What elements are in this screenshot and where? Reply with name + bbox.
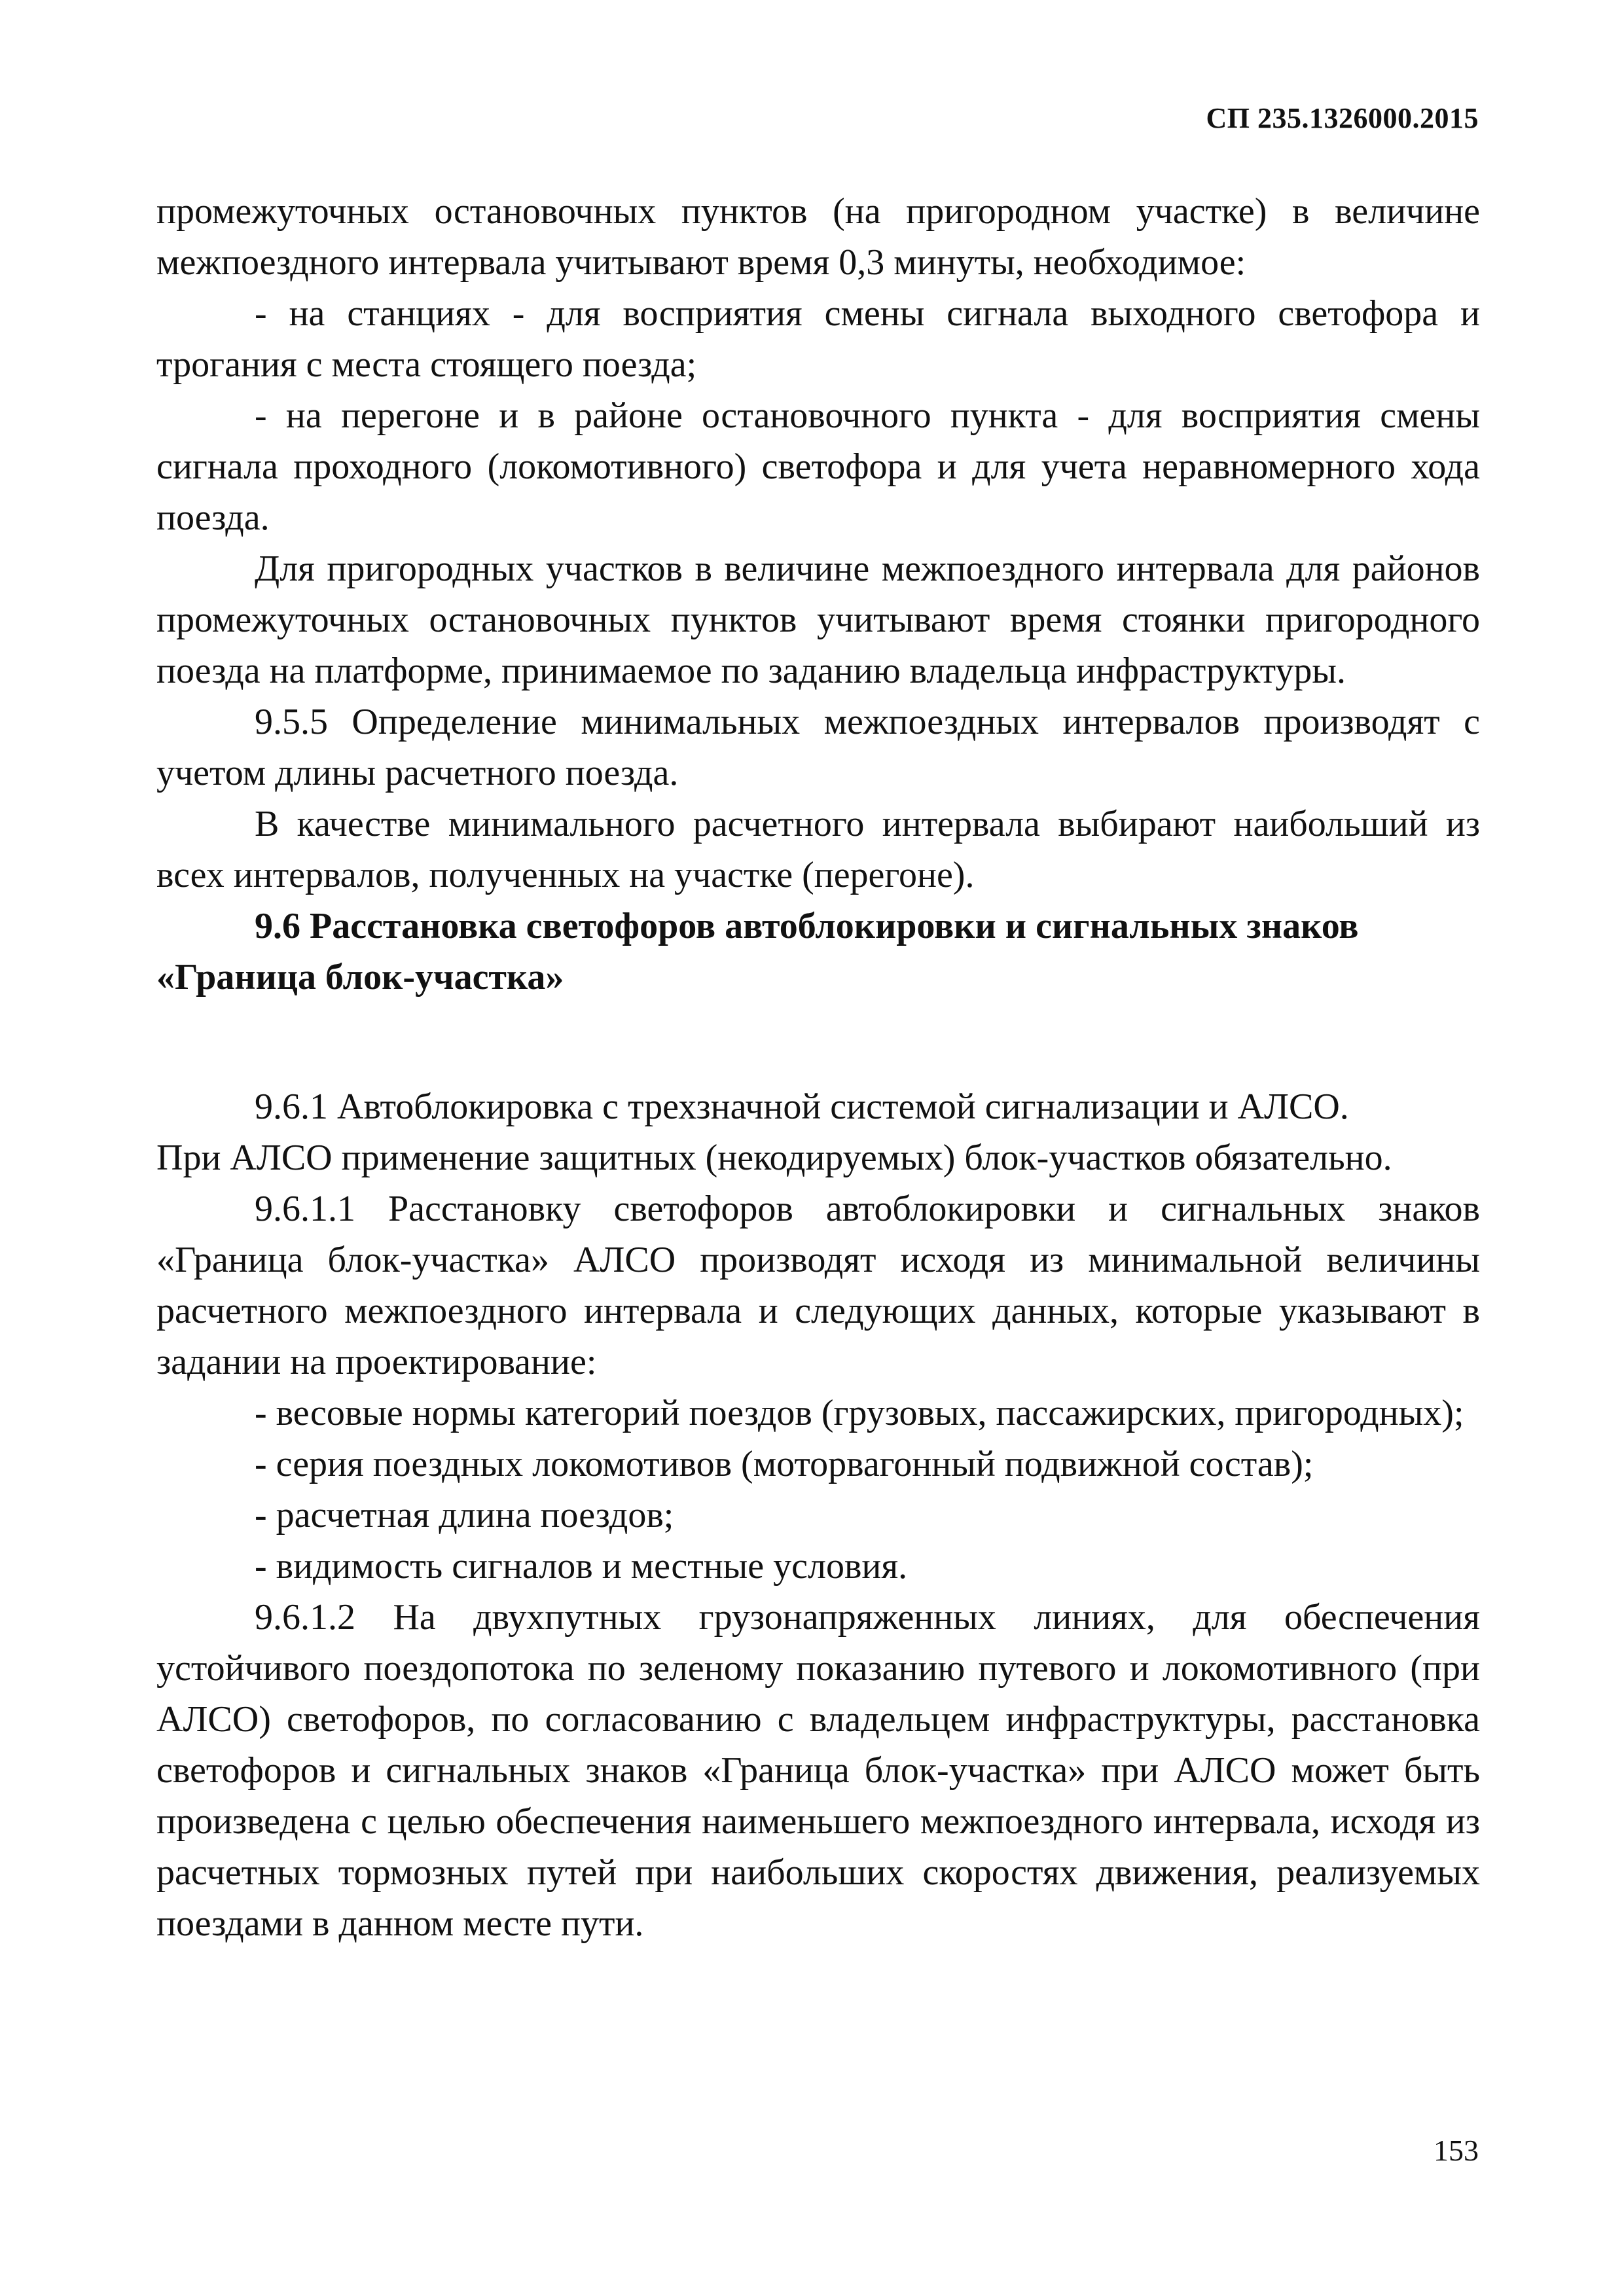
paragraph: 9.6.1.1 Расстановку светофоров автоблокировки и сигнальных знаков «Граница блок-участка» АЛСО производят исходя из минимальной величины расчетного межпоездного интервала и следующих данных, которые указывают в задании на проектирование:: [156, 1189, 1480, 1382]
paragraph: Для пригородных участков в величине межпоездного интервала для районов промежуточных остановочных пунктов учитывают время стоянки пригородного поезда на платформе, принимаемое по заданию владельца инфраструктуры.: [156, 548, 1480, 691]
paragraph: - расчетная длина поездов;: [255, 1495, 674, 1535]
bottom-paragraphs: [156, 1081, 1480, 1949]
paragraph: - видимость сигналов и местные условия.: [255, 1546, 908, 1587]
page-number: 153: [1434, 2134, 1479, 2167]
paragraph: 9.6.1 Автоблокировка с трехзначной системой сигнализации и АЛСО.: [255, 1086, 1349, 1127]
paragraph: - серия поездных локомотивов (моторвагонный подвижной состав);: [255, 1444, 1314, 1484]
paragraph: - на станциях - для восприятия смены сигнала выходного светофора и трогания с места стоящего поезда;: [156, 293, 1480, 385]
paragraph: При АЛСО применение защитных (некодируемых) блок-участков обязательно.: [156, 1138, 1392, 1178]
paragraph: 9.6.1.2 На двухпутных грузонапряженных линиях, для обеспечения устойчивого поездопотока по зеленому показанию путевого и локомотивного (при АЛСО) светофоров, по согласованию с владельцем инфраструктуры, расстановка светофоров и сигнальных знаков «Граница блок-участка» при АЛСО может быть произведена с целью обеспечения наименьшего межпоездного интервала, исходя из расчетных тормозных путей при наибольших скоростях движения, реализуемых поездами в данном месте пути.: [156, 1597, 1480, 1944]
top-paragraphs: [156, 186, 1480, 901]
section-spacer: [156, 1003, 1480, 1081]
page-content: [156, 186, 1480, 1949]
paragraph: В качестве минимального расчетного интервала выбирают наибольший из всех интервалов, полученных на участке (перегоне).: [156, 804, 1480, 895]
section-heading: 9.6 Расстановка светофоров автоблокировки и сигнальных знаков: [255, 906, 1359, 946]
document-code: СП 235.1326000.2015: [1206, 102, 1479, 134]
paragraph: - на перегоне и в районе остановочного пункта - для восприятия смены сигнала проходного (локомотивного) светофора и для учета неравномерного хода поезда.: [156, 395, 1480, 538]
paragraph: 9.5.5 Определение минимальных межпоездных интервалов производят с учетом длины расчетного поезда.: [156, 702, 1480, 793]
paragraph: - весовые нормы категорий поездов (грузовых, пассажирских, пригородных);: [255, 1393, 1464, 1433]
paragraph: промежуточных остановочных пунктов (на пригородном участке) в величине межпоездного интервала учитывают время 0,3 минуты, необходимое:: [156, 191, 1480, 283]
section-heading-continuation: «Граница блок-участка»: [156, 957, 564, 997]
